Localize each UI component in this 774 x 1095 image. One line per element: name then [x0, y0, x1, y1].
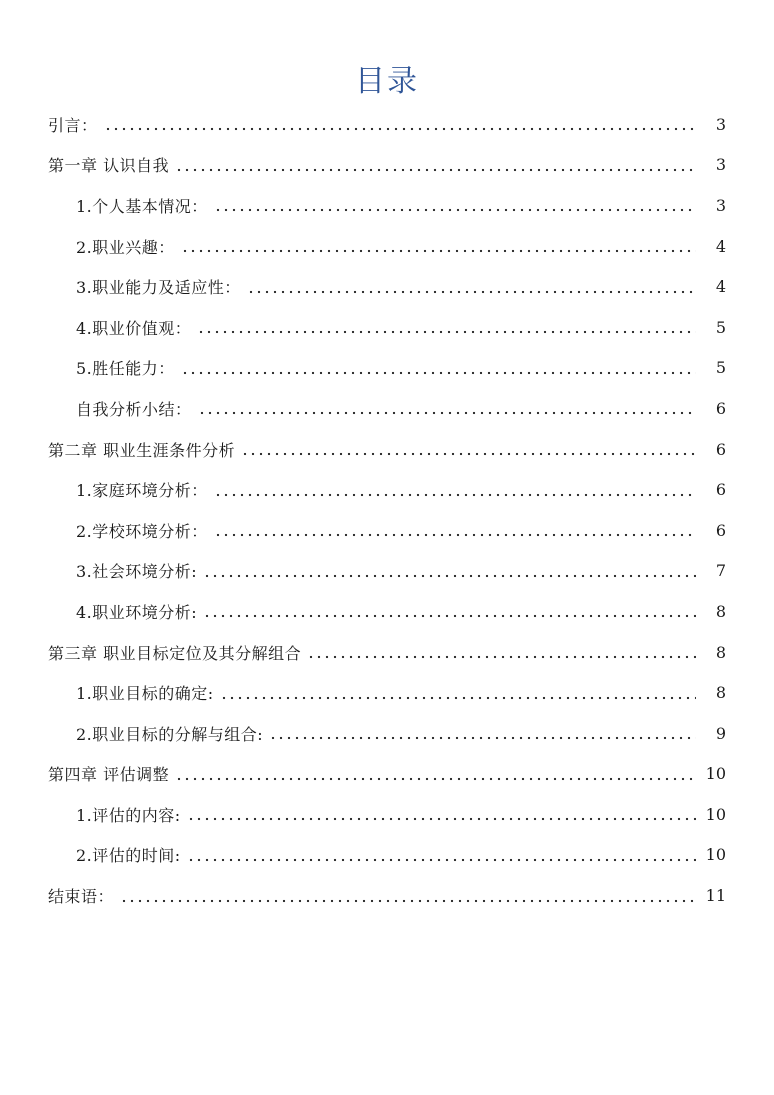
toc-entry[interactable]	[0, 145, 774, 186]
toc-page-number: 3	[715, 195, 726, 215]
toc-entry-text: 1.个人基本情况：	[76, 196, 208, 216]
toc-entry[interactable]	[0, 185, 774, 226]
toc-page-number: 10	[705, 804, 726, 824]
toc-entry[interactable]	[0, 388, 774, 429]
dot-leader	[203, 564, 696, 578]
toc-entry-text: 引言：	[48, 115, 98, 135]
toc-page-number: 6	[715, 520, 726, 540]
toc-entry[interactable]	[0, 835, 774, 876]
toc-entry-text: 1.家庭环境分析：	[76, 481, 208, 501]
toc-entry[interactable]	[0, 469, 774, 510]
toc-entry-text: 结束语：	[48, 887, 115, 907]
toc-page-number: 6	[715, 439, 726, 459]
toc-entry-text: 4.职业价值观：	[76, 318, 192, 338]
toc-entry-text: 2.评估的时间:	[76, 846, 181, 866]
dot-leader	[104, 117, 696, 131]
dot-leader	[214, 523, 696, 537]
toc-page-number: 4	[715, 236, 726, 256]
toc-entry[interactable]	[0, 591, 774, 632]
toc-entry-text: 2.职业目标的分解与组合:	[76, 724, 264, 744]
toc-entry-text: 2.学校环境分析：	[76, 521, 208, 541]
dot-leader	[175, 767, 696, 781]
toc-entry-text: 5.胜任能力：	[76, 359, 175, 379]
dot-leader	[220, 686, 696, 700]
dot-leader	[181, 239, 696, 253]
toc-page-number: 5	[715, 317, 726, 337]
toc-title: 目录	[355, 64, 419, 99]
toc-entry-text: 第四章 评估调整	[48, 765, 170, 785]
toc-page-number: 6	[715, 480, 726, 500]
toc-list	[0, 104, 774, 916]
toc-page-number: 7	[715, 561, 726, 581]
toc-page-number: 8	[715, 601, 726, 621]
toc-entry[interactable]	[0, 429, 774, 470]
toc-entry[interactable]	[0, 551, 774, 592]
dot-leader	[198, 401, 696, 415]
dot-leader	[269, 726, 696, 740]
toc-page-number: 10	[705, 764, 726, 784]
toc-page-number: 9	[715, 723, 726, 743]
toc-entry-text: 3.职业能力及适应性：	[76, 278, 241, 298]
toc-entry[interactable]	[0, 348, 774, 389]
toc-entry-text: 2.职业兴趣：	[76, 237, 175, 257]
toc-entry[interactable]	[0, 672, 774, 713]
toc-page-number: 3	[715, 114, 726, 134]
toc-page-number: 8	[715, 642, 726, 662]
toc-page-number: 8	[715, 683, 726, 703]
dot-leader	[187, 848, 696, 862]
toc-entry-text: 1.职业目标的确定:	[76, 684, 214, 704]
toc-page-number: 11	[705, 886, 726, 906]
toc-entry[interactable]	[0, 307, 774, 348]
toc-page-number: 6	[715, 398, 726, 418]
dot-leader	[197, 320, 696, 334]
dot-leader	[214, 483, 696, 497]
toc-entry[interactable]	[0, 510, 774, 551]
toc-entry-text: 自我分析小结：	[76, 399, 192, 419]
toc-entry-text: 1.评估的内容:	[76, 805, 181, 825]
toc-entry[interactable]	[0, 875, 774, 916]
dot-leader	[120, 889, 696, 903]
toc-page-number: 10	[705, 845, 726, 865]
dot-leader	[247, 280, 696, 294]
toc-entry-text: 3.社会环境分析:	[76, 562, 198, 582]
toc-entry-text: 第一章 认识自我	[48, 156, 170, 176]
toc-entry[interactable]	[0, 794, 774, 835]
toc-entry[interactable]	[0, 266, 774, 307]
toc-entry[interactable]	[0, 226, 774, 267]
toc-page-number: 5	[715, 358, 726, 378]
toc-entry-text: 4.职业环境分析:	[76, 602, 198, 622]
toc-entry[interactable]	[0, 754, 774, 795]
dot-leader	[175, 158, 696, 172]
dot-leader	[241, 442, 696, 456]
toc-entry-text: 第二章 职业生涯条件分析	[48, 440, 236, 460]
dot-leader	[307, 645, 696, 659]
toc-page-number: 3	[715, 155, 726, 175]
dot-leader	[214, 198, 696, 212]
dot-leader	[187, 807, 696, 821]
toc-entry[interactable]	[0, 632, 774, 673]
toc-entry[interactable]	[0, 713, 774, 754]
toc-entry-text: 第三章 职业目标定位及其分解组合	[48, 643, 302, 663]
toc-page-number: 4	[715, 277, 726, 297]
dot-leader	[203, 604, 696, 618]
toc-entry[interactable]	[0, 104, 774, 145]
dot-leader	[181, 361, 696, 375]
